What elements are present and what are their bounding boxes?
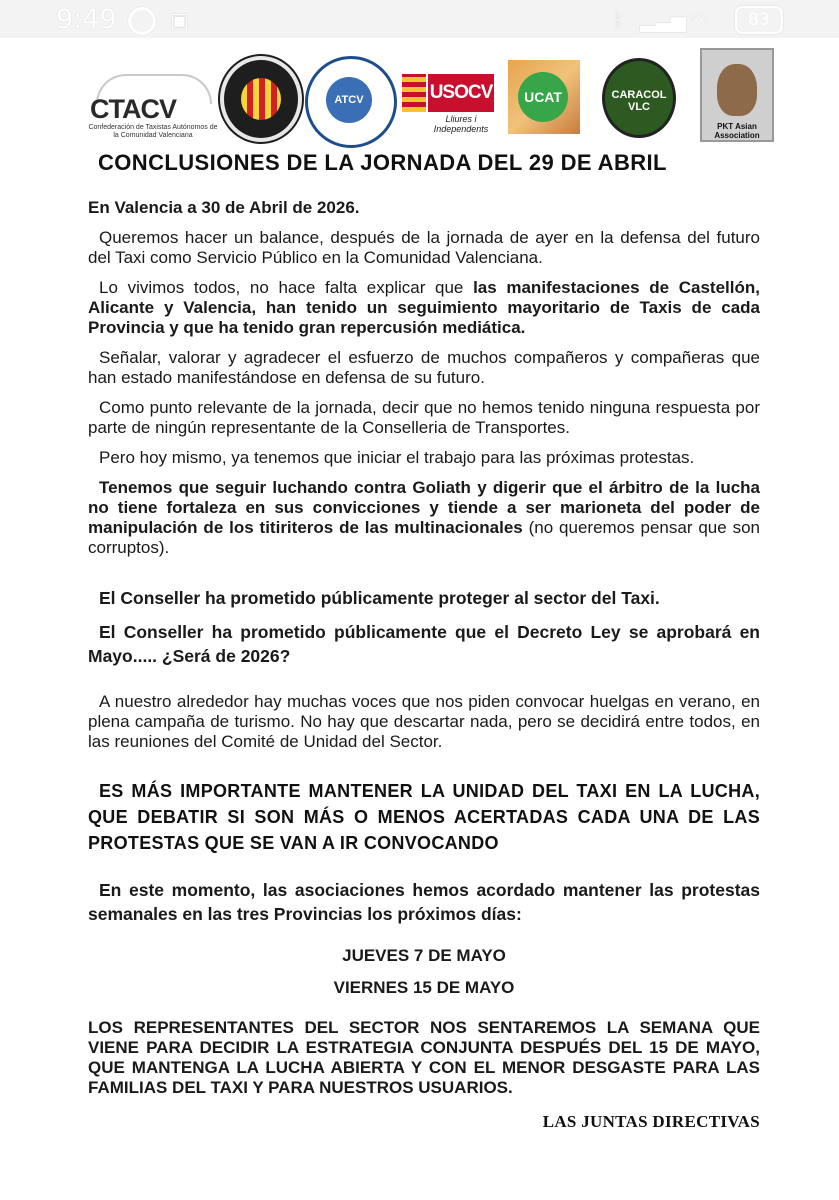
atcv-logo-name: ATCV <box>326 77 372 123</box>
manifestaciones-intro: Lo vivimos todos, no hace falta explicar que <box>99 278 474 297</box>
usocv-logo <box>402 74 494 134</box>
pkt-asian-logo <box>700 48 774 142</box>
goliath-bold: Tenemos que seguir luchando contra Goliath y digerir que el árbitro de la lucha no tiene fortaleza en sus convicciones y tiende a ser marioneta del poder de manipulación de los titiriteros de las multinacionales <box>88 478 760 537</box>
document-title: CONCLUSIONES DE LA JORNADA DEL 29 DE ABRIL <box>98 150 667 175</box>
deer-icon <box>717 64 757 116</box>
status-time: 9:49 <box>56 4 117 35</box>
image-icon: ▣ <box>170 8 189 32</box>
flag-icon <box>402 74 426 112</box>
date-line: En Valencia a 30 de Abril de 2026. <box>88 198 360 217</box>
signal-icon: ▂▃▅ <box>640 8 687 32</box>
usocv-logo-name: USOCV <box>428 74 494 112</box>
wifi-icon: ◠ <box>690 8 708 32</box>
unity-statement: ES MÁS IMPORTANTE MANTENER LA UNIDAD DEL TAXI EN LA LUCHA, QUE DEBATIR SI SON MÁS O MENOS ACERTADAS CADA UNA DE LAS PROTESTAS QUE SE VAN A IR CONVOCANDO <box>88 781 760 853</box>
cta-logo-subtitle: Confederación de Taxistas Autónomos de la Comunidad Valenciana <box>88 124 218 139</box>
conseller-promise-1: El Conseller ha prometido públicamente proteger al sector del Taxi. <box>99 588 660 608</box>
agreement-paragraph: En este momento, las asociaciones hemos acordado mantener las protestas semanales en las tres Provincias los próximos días: <box>88 880 760 924</box>
paragraph-respuesta: Como punto relevante de la jornada, decir que no hemos tenido ninguna respuesta por parte de ningún representante de la Conselleria de Transportes. <box>88 398 760 437</box>
usocv-logo-tagline: Lliures i Independents <box>433 114 489 134</box>
paragraph-goliath <box>88 478 760 558</box>
logos-row <box>80 44 780 144</box>
paragraph-huelgas: A nuestro alrededor hay muchas voces que nos piden convocar huelgas en verano, en plena campaña de turismo. No hay que descartar nada, pero se decidirá entre todos, en las reuniones del Comité de Unidad del Sector. <box>88 692 760 751</box>
signature: LAS JUNTAS DIRECTIVAS <box>542 1112 760 1131</box>
autotaxis-union-logo <box>220 56 302 142</box>
paragraph-proximas-protestas: Pero hoy mismo, ya tenemos que iniciar el trabajo para las próximas protestas. <box>99 448 695 467</box>
pkt-logo-name: PKT Asian Association <box>714 122 760 140</box>
bluetooth-icon: ᛒ <box>612 8 624 32</box>
cta-logo-name: CTACV <box>90 94 176 124</box>
whatsapp-icon <box>128 7 156 35</box>
cta-logo <box>84 74 218 139</box>
paragraph-agradecer: Señalar, valorar y agradecer el esfuerzo de muchos compañeros y compañeras que han estado manifestándose en defensa de su futuro. <box>88 348 760 387</box>
document-body <box>88 150 760 1149</box>
conseller-promise-2: El Conseller ha prometido públicamente que el Decreto Ley se aprobará en Mayo..... ¿Será de 2026? <box>88 622 760 666</box>
goliath-rest: (no queremos pensar que son corruptos). <box>88 518 760 557</box>
caracol-logo-name: CARACOL VLC <box>611 89 667 113</box>
valencia-flag-icon <box>241 78 281 120</box>
closing-paragraph: LOS REPRESENTANTES DEL SECTOR NOS SENTAREMOS LA SEMANA QUE VIENE PARA DECIDIR LA ESTRATEGIA CONJUNTA DESPUÉS DEL 15 DE MAYO, QUE MANTENGA LA LUCHA ABIERTA Y CON EL MENOR DESGASTE PARA LAS FAMILIAS DEL TAXI Y PARA NUESTROS USUARIOS. <box>88 1018 760 1097</box>
ucat-logo-name: UCAT <box>518 72 568 122</box>
battery-indicator: 83 <box>735 6 783 34</box>
caracol-logo <box>602 58 676 138</box>
ucat-logo <box>508 60 580 134</box>
paragraph-manifestaciones <box>88 278 760 338</box>
protest-date-1: JUEVES 7 DE MAYO <box>342 946 506 965</box>
paragraph-balance: Queremos hacer un balance, después de la jornada de ayer en la defensa del futuro del Taxi como Servicio Público en la Comunidad Valenciana. <box>88 228 760 267</box>
status-bar <box>0 0 839 38</box>
protest-date-2: VIERNES 15 DE MAYO <box>333 978 515 997</box>
manifestaciones-bold: las manifestaciones de Castellón, Alicante y Valencia, han tenido un seguimiento mayoritario de Taxis de cada Provincia y que ha tenido gran repercusión mediática. <box>88 278 760 337</box>
atcv-logo <box>305 56 397 148</box>
